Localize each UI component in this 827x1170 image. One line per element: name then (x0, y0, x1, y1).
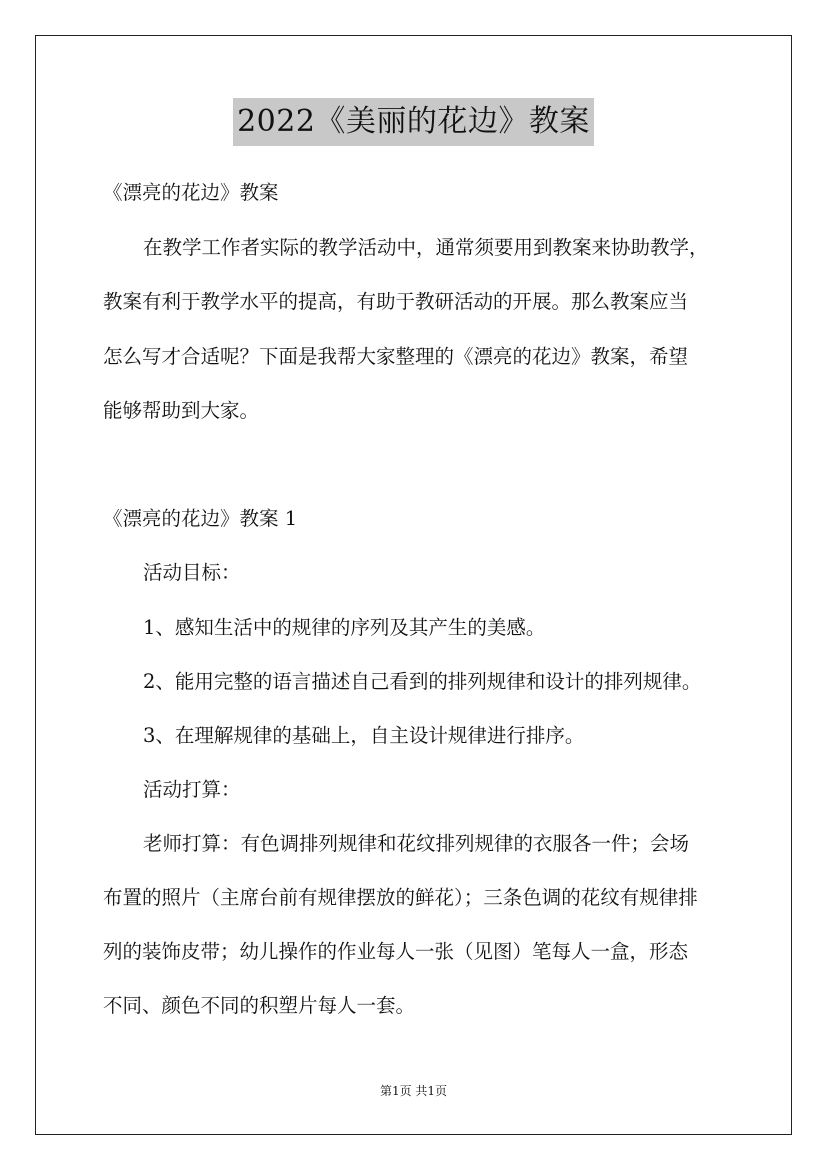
title-container (0, 98, 827, 146)
intro-line-4: 能够帮助到大家。 (103, 399, 260, 422)
document-title: 2022《美丽的花边》教案 (233, 98, 594, 146)
intro-line-2: 教案有利于教学水平的提高，有助于教研活动的开展。那么教案应当 (103, 290, 689, 313)
prep-line-1: 老师打算：有色调排列规律和花纹排列规律的衣服各一件；会场 (143, 832, 690, 855)
prep-label: 活动打算： (143, 778, 241, 801)
subtitle: 《漂亮的花边》教案 (103, 181, 279, 204)
intro-line-1: 在教学工作者实际的教学活动中，通常须要用到教案来协助教学， (143, 236, 709, 259)
prep-line-3: 列的装饰皮带；幼儿操作的作业每人一张（见图）笔每人一盒，形态 (103, 940, 689, 963)
goal-item-3: 3、在理解规律的基础上，自主设计规律进行排序。 (143, 724, 585, 747)
goal-item-1: 1、感知生活中的规律的序列及其产生的美感。 (143, 616, 546, 639)
prep-line-4: 不同、颜色不同的积塑片每人一套。 (103, 994, 416, 1017)
intro-line-3: 怎么写才合适呢？下面是我帮大家整理的《漂亮的花边》教案，希望 (103, 345, 689, 368)
prep-line-2: 布置的照片（主席台前有规律摆放的鲜花）；三条色调的花纹有规律排 (103, 886, 698, 909)
goal-item-2: 2、能用完整的语言描述自己看到的排列规律和设计的排列规律。 (143, 670, 702, 693)
goals-label: 活动目标： (143, 561, 241, 584)
page-footer: 第1页 共1页 (379, 1084, 448, 1098)
section-heading: 《漂亮的花边》教案 1 (103, 507, 298, 530)
